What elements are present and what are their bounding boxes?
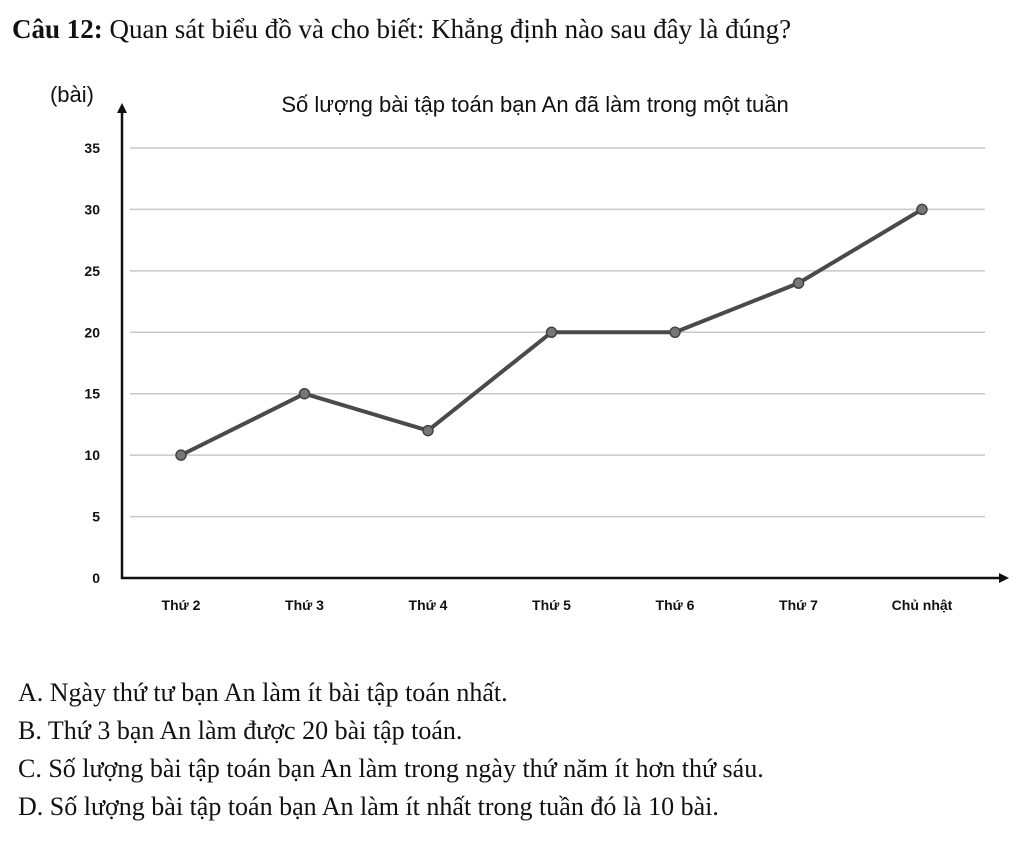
answer-option-a[interactable]: A. Ngày thứ tư bạn An làm ít bài tập toán nhất. [18, 678, 508, 707]
y-tick-label: 20 [84, 324, 100, 341]
data-point-thứ-2 [176, 450, 186, 460]
data-point-thứ-3 [300, 389, 310, 399]
x-tick-label: Chủ nhật [891, 597, 953, 613]
x-tick-label: Thứ 3 [285, 597, 324, 613]
answer-option-d[interactable]: D. Số lượng bài tập toán bạn An làm ít nhất trong tuần đó là 10 bài. [18, 792, 719, 821]
data-point-thứ-6 [670, 327, 680, 337]
data-point-thứ-5 [547, 327, 557, 337]
x-tick-label: Thứ 5 [532, 597, 571, 613]
line-chart [0, 70, 1024, 650]
y-tick-label: 35 [84, 140, 100, 156]
y-tick-label: 30 [84, 201, 100, 218]
x-tick-label: Thứ 7 [779, 597, 818, 613]
question-number: Câu 12: [12, 14, 103, 44]
y-tick-label: 5 [92, 508, 100, 525]
y-tick-label: 10 [84, 447, 100, 464]
answer-options [18, 674, 1018, 826]
data-point-chủ-nhật [917, 204, 927, 214]
question-heading [12, 12, 1012, 46]
x-tick-label: Thứ 6 [655, 597, 695, 613]
answer-option-b[interactable]: B. Thứ 3 bạn An làm được 20 bài tập toán. [18, 716, 463, 745]
y-axis-label: (bài) [49, 82, 95, 107]
question-text: Quan sát biểu đồ và cho biết: Khẳng định nào sau đây là đúng? [102, 14, 792, 44]
y-tick-label: 0 [92, 570, 100, 586]
chart-title: Số lượng bài tập toán bạn An đã làm trong một tuần [281, 92, 789, 117]
y-tick-label: 25 [84, 262, 100, 279]
data-point-thứ-4 [423, 426, 433, 436]
data-point-thứ-7 [794, 278, 804, 288]
answer-option-c[interactable]: C. Số lượng bài tập toán bạn An làm trong ngày thứ năm ít hơn thứ sáu. [18, 754, 764, 783]
x-tick-label: Thứ 2 [161, 597, 201, 613]
y-tick-label: 15 [84, 385, 100, 402]
x-tick-label: Thứ 4 [408, 597, 448, 613]
